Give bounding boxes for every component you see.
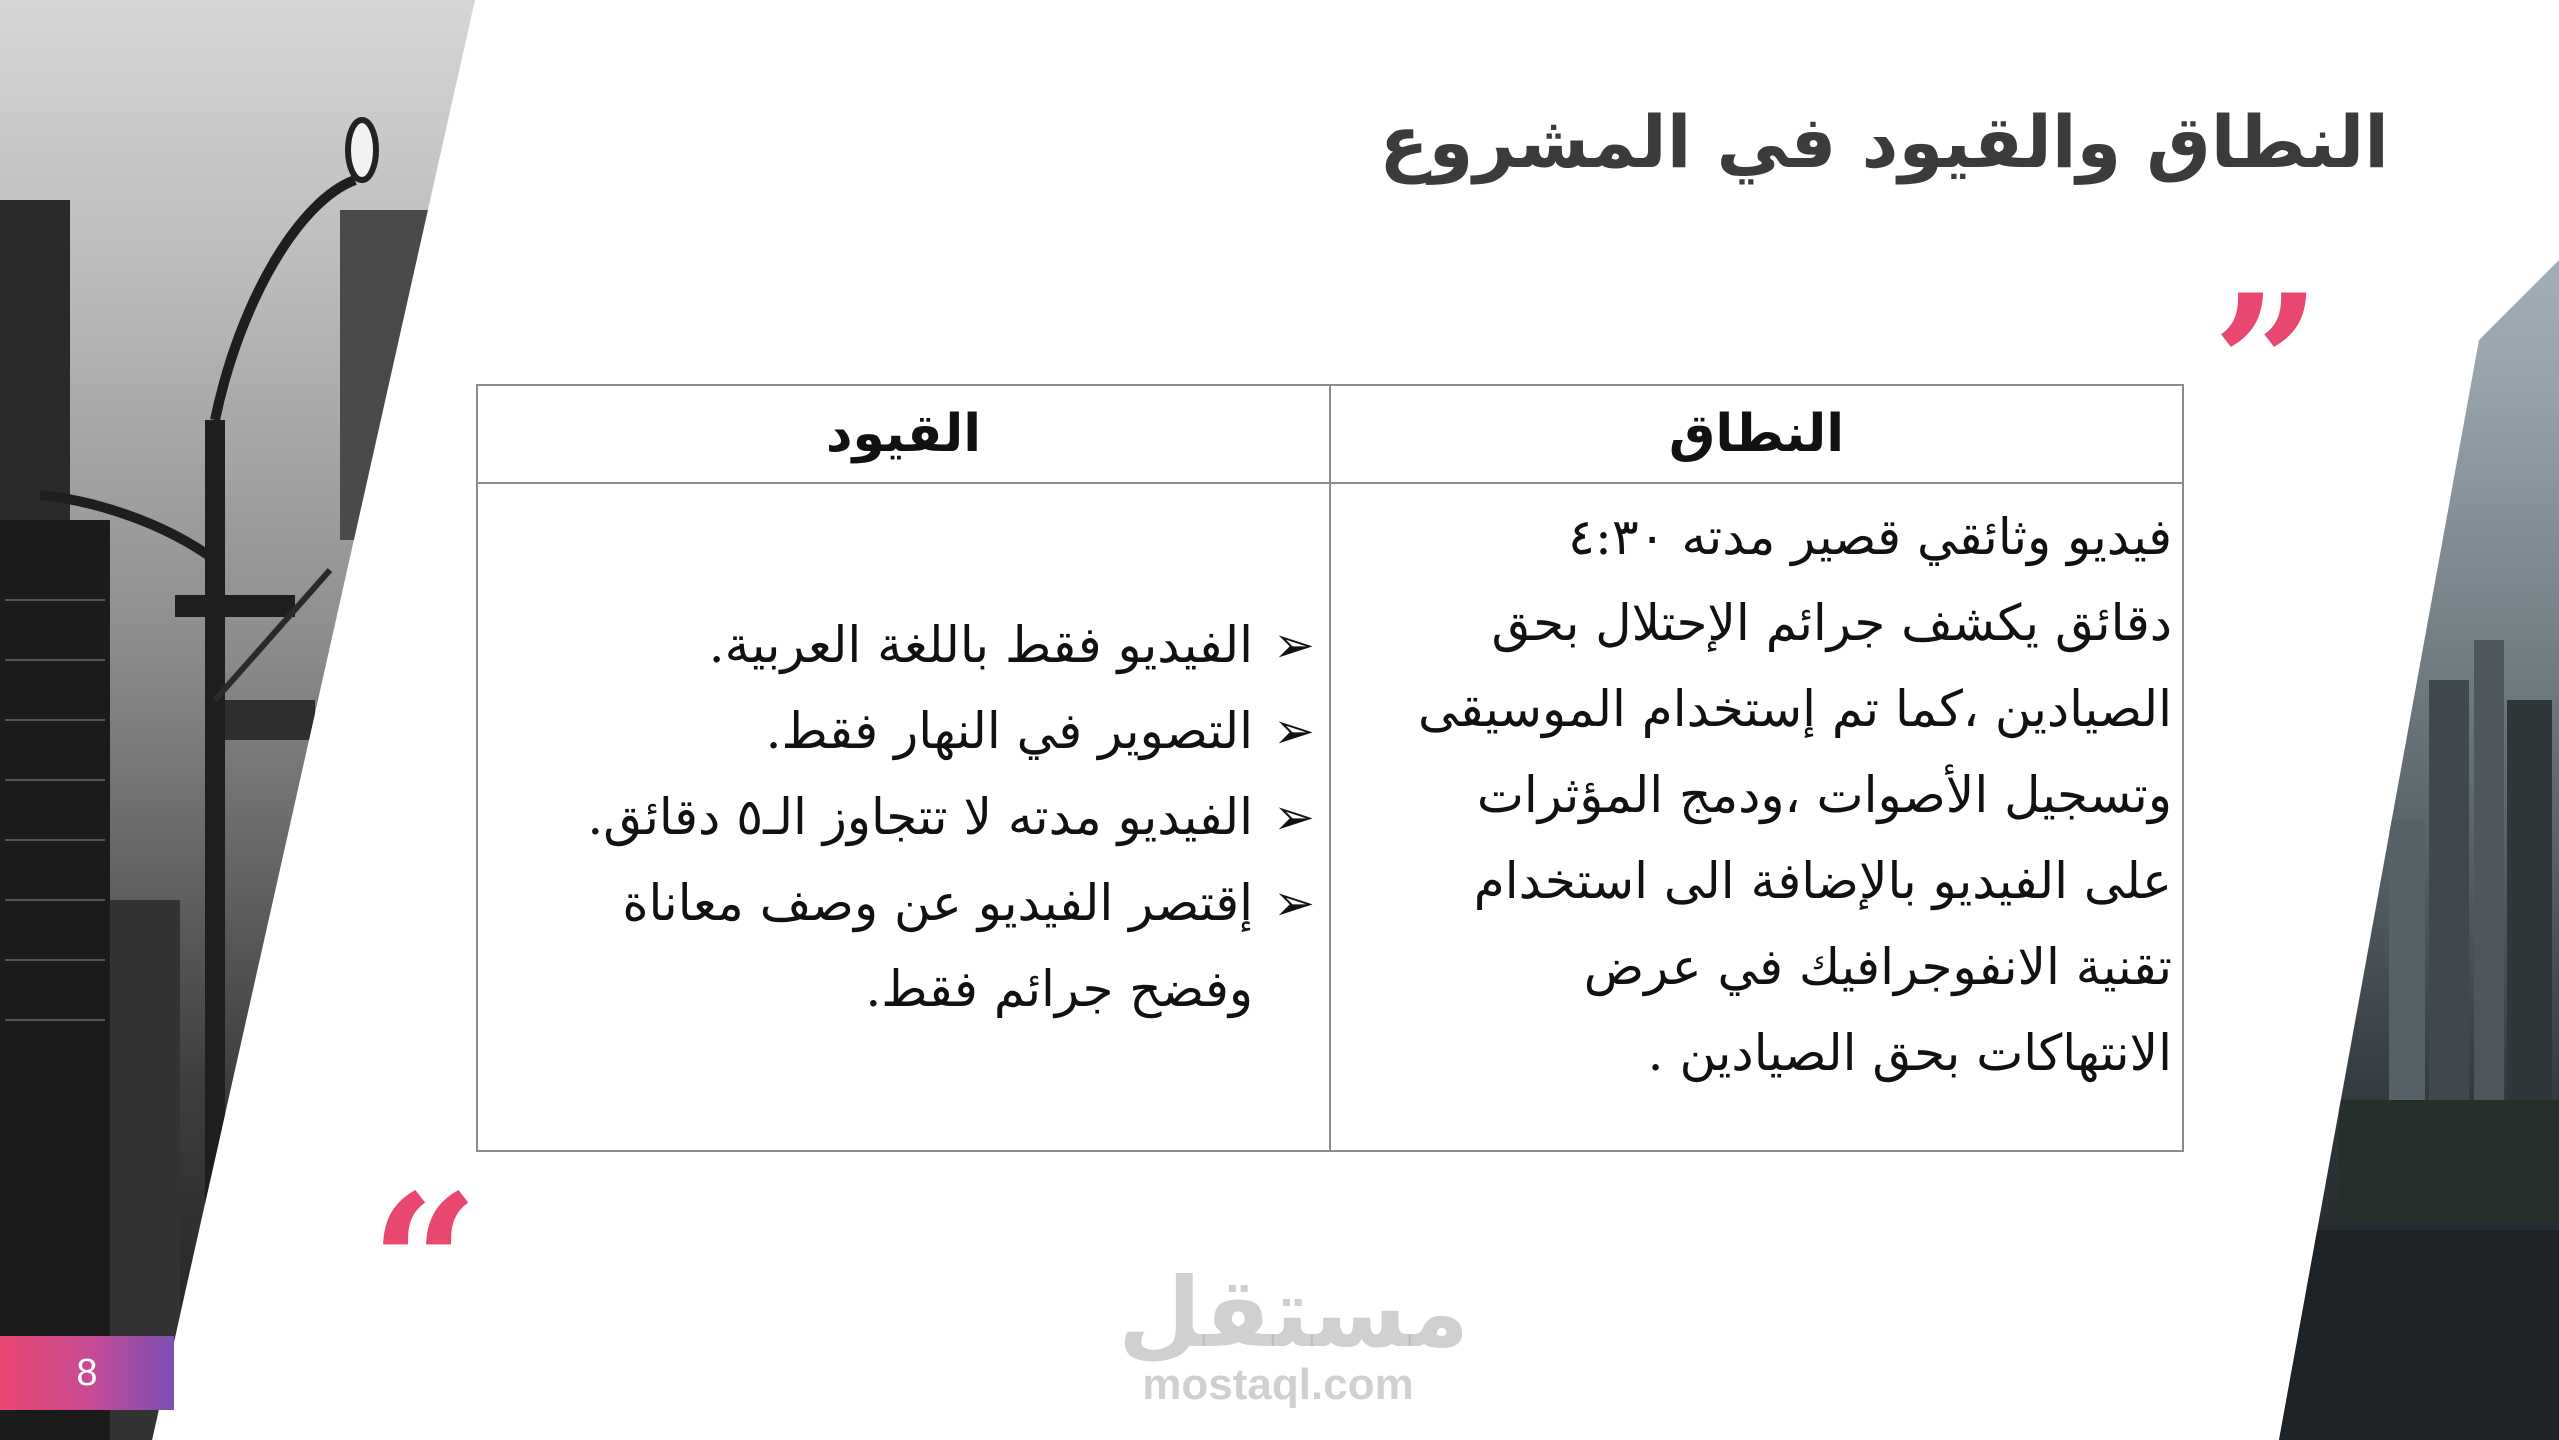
- scope-header: النطاق: [1330, 385, 2183, 483]
- scope-limits-table: [476, 384, 2184, 1152]
- arrow-bullet-icon: ➢: [1273, 788, 1315, 846]
- watermark-arabic: مستقل: [1118, 1257, 1470, 1369]
- scope-line: على الفيديو بالإضافة الى استخدام: [1473, 852, 2172, 910]
- slide-title: النطاق والقيود في المشروع: [1379, 100, 2389, 184]
- table-row: [477, 483, 2183, 1151]
- page-number-badge: [0, 1336, 174, 1410]
- scope-cell: [1330, 483, 2183, 1151]
- limits-list: [488, 602, 1315, 1032]
- scope-line: دقائق يكشف جرائم الإحتلال بحق: [1491, 594, 2172, 652]
- limit-item: ➢الفيديو فقط باللغة العربية.: [488, 602, 1315, 688]
- scope-line: تقنية الانفوجرافيك في عرض: [1583, 938, 2172, 996]
- page-number: 8: [76, 1351, 98, 1394]
- limit-item-continuation: وفضح جرائم فقط.: [865, 960, 1253, 1018]
- scope-line: الانتهاكات بحق الصيادين .: [1647, 1024, 2172, 1082]
- scope-line: وتسجيل الأصوات ،ودمج المؤثرات: [1476, 766, 2172, 824]
- watermark-logo: [1118, 1257, 1470, 1409]
- limit-item: ➢إقتصر الفيديو عن وصف معاناة: [488, 860, 1315, 946]
- limits-header: القيود: [477, 385, 1330, 483]
- open-quote-icon: “: [370, 1153, 480, 1376]
- limit-item: ➢الفيديو مدته لا تتجاوز الـ٥ دقائق.: [488, 774, 1315, 860]
- arrow-bullet-icon: ➢: [1273, 616, 1315, 674]
- arrow-bullet-icon: ➢: [1273, 874, 1315, 932]
- limits-cell: [477, 483, 1330, 1151]
- arrow-bullet-icon: ➢: [1273, 702, 1315, 760]
- limit-item: ➢التصوير في النهار فقط.: [488, 688, 1315, 774]
- scope-line: الصيادين ،كما تم إستخدام الموسيقى: [1418, 680, 2172, 738]
- close-quote-icon: ”: [2212, 253, 2322, 476]
- watermark-latin: mostaql.com: [1142, 1360, 1414, 1409]
- table-header-row: [477, 385, 2183, 483]
- scope-line: فيديو وثائقي قصير مدته ٤:٣٠: [1568, 508, 2172, 566]
- city-photo-right: [2279, 0, 2559, 1440]
